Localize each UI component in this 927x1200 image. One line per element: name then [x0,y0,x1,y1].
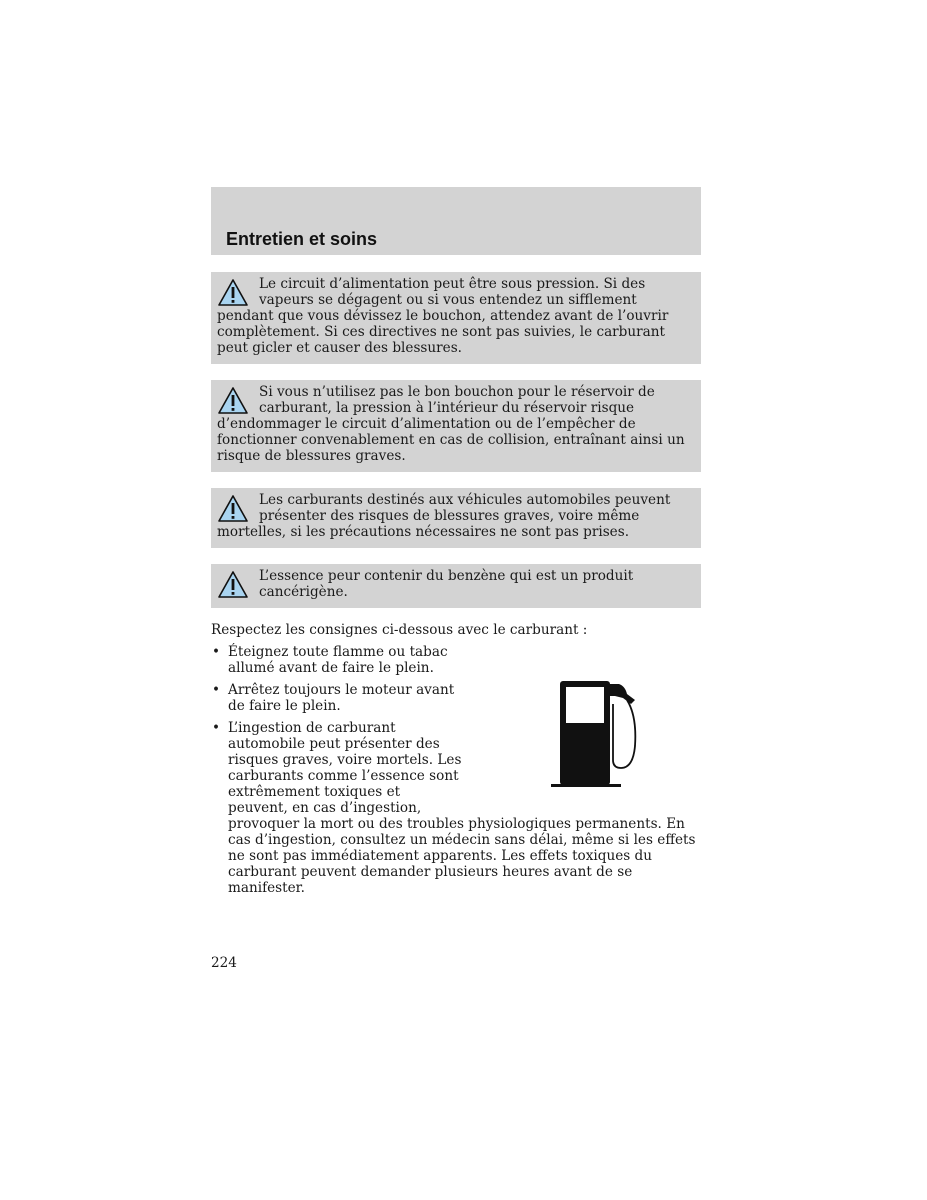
warning-text: Les carburants destinés aux véhicules automobiles peuvent présenter des risques de blessures graves, voire même mortelles, si les précautions nécessaires ne sont pas prises. [217,492,671,540]
list-item-text: Arrêtez toujours le moteur avant de faire le plein. [228,682,455,714]
warning-box-pressure [211,272,701,364]
warning-text: Le circuit d’alimentation peut être sous pression. Si des vapeurs se dégagent ou si vous entendez un sifflement pendant que vous dévissez le bouchon, attendez avant de l’ouvrir complètement. Si ces directives ne sont pas suivies, le carburant peut gicler et causer des blessures. [217,276,669,356]
warning-box-fuel-cap [211,380,701,472]
warning-box-fuel-hazard [211,488,701,548]
warning-text: Si vous n’utilisez pas le bon bouchon pour le réservoir de carburant, la pression à l’intérieur du réservoir risque d’endommager le circuit d’alimentation ou de l’empêcher de fonctionner convenablement en cas de collision, entraînant ainsi un risque de blessures graves. [217,384,685,464]
list-item [211,644,701,676]
warning-text: L’essence peur contenir du benzène qui est un produit cancérigène. [259,568,634,600]
list-item-text: Éteignez toute flamme ou tabac allumé avant de faire le plein. [228,644,448,676]
warning-triangle-icon [217,386,249,416]
bullet-icon: • [212,644,221,660]
list-item-text: L’ingestion de carburant automobile peut présenter des risques graves, voire mortels. Les carburants comme l’essence sont extrêmement toxiques et peuvent, en cas d’ingestion, [228,720,462,816]
bullet-icon: • [212,682,221,698]
fuel-pump-icon [549,676,641,790]
intro-text: Respectez les consignes ci-dessous avec le carburant : [211,622,588,638]
warning-triangle-icon [217,494,249,524]
page-number: 224 [211,955,237,971]
warning-triangle-icon [217,278,249,308]
list-item-text-continued: provoquer la mort ou des troubles physiologiques permanents. En cas d’ingestion, consultez un médecin sans délai, même si les effets ne sont pas immédiatement apparents. Les effets toxiques du carburant peuvent demander plusieurs heures avant de se manifester. [228,816,696,896]
bullet-icon: • [212,720,221,736]
section-header [211,187,701,255]
section-title: Entretien et soins [226,229,378,249]
warning-triangle-icon [217,570,249,600]
warning-box-benzene [211,564,701,608]
